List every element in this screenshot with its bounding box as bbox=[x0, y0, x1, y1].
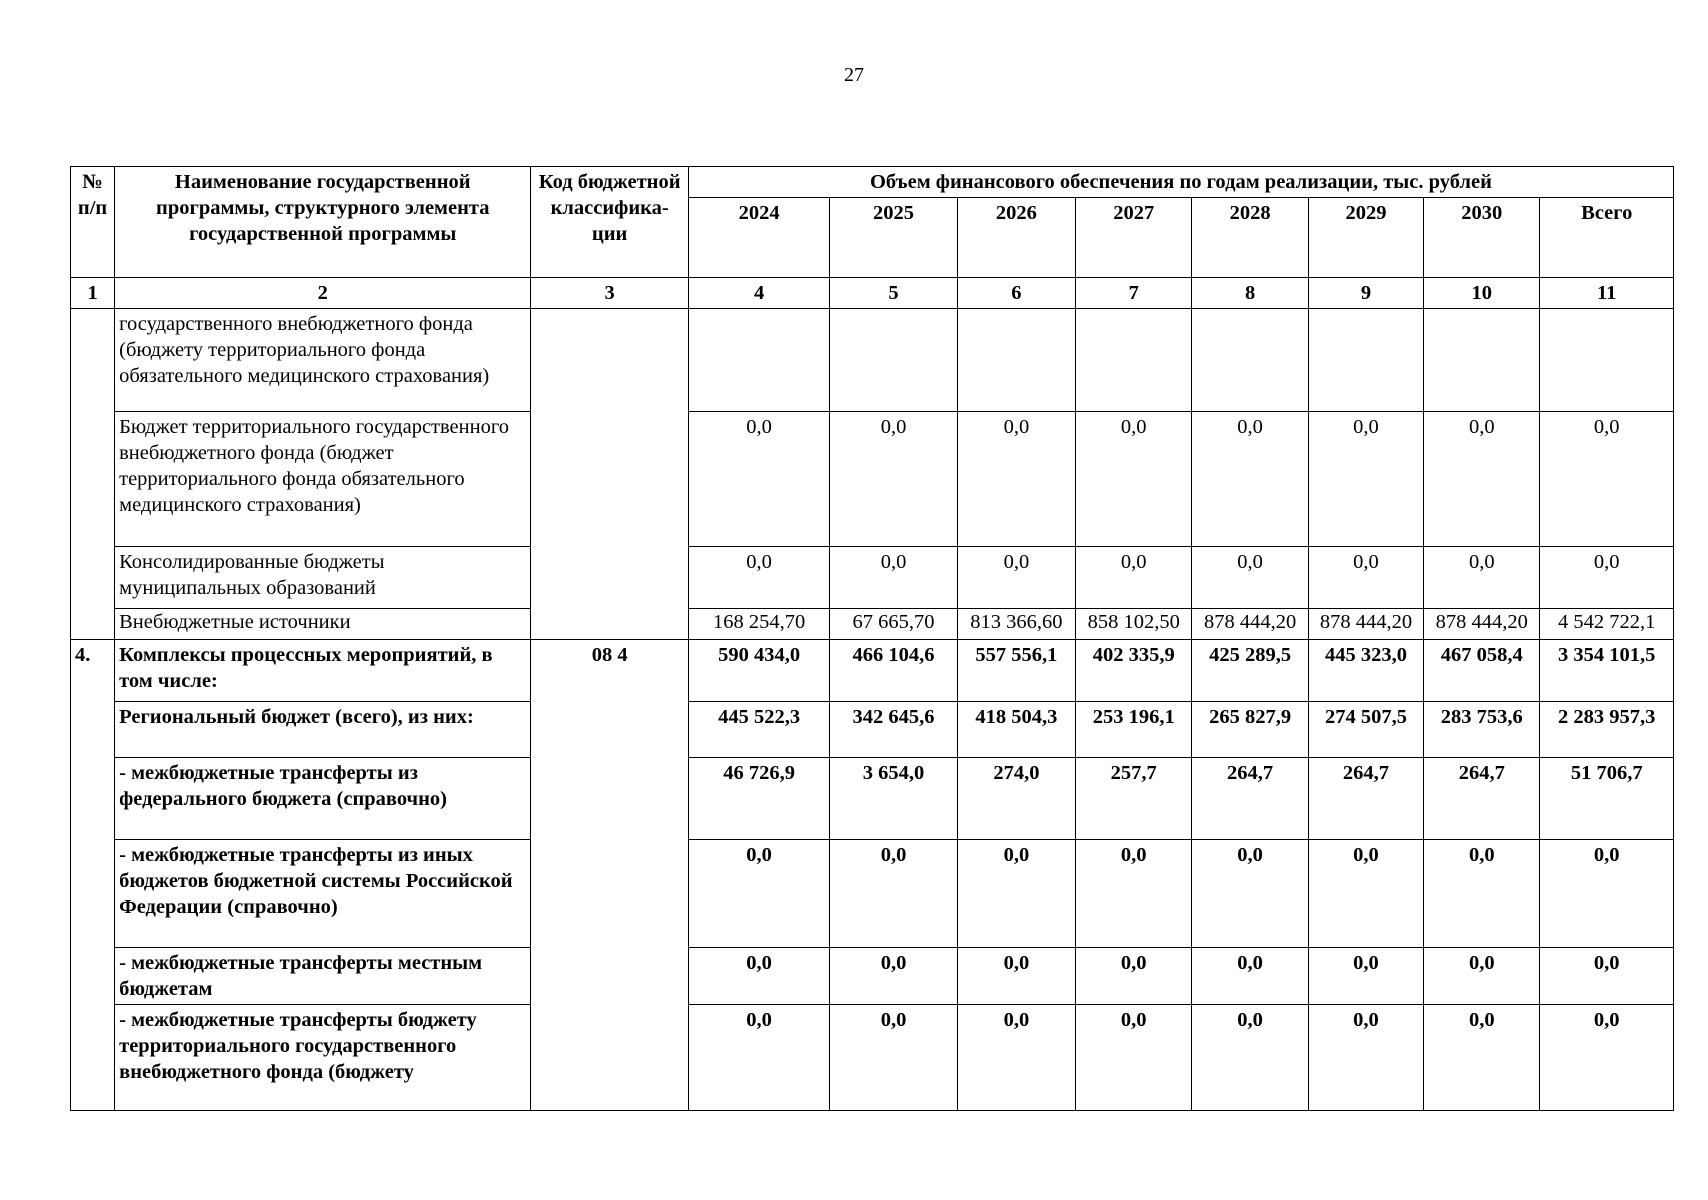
value-cell: 0,0 bbox=[688, 1005, 829, 1111]
column-number: 11 bbox=[1540, 278, 1674, 309]
table-row bbox=[71, 840, 1674, 948]
value-cell: 264,7 bbox=[1192, 758, 1308, 840]
value-cell: 0,0 bbox=[957, 547, 1075, 609]
row-code bbox=[531, 309, 688, 640]
value-cell: 813 366,60 bbox=[957, 609, 1075, 640]
header-year: 2029 bbox=[1308, 198, 1423, 278]
header-number: № п/п bbox=[71, 167, 115, 278]
value-cell: 557 556,1 bbox=[957, 640, 1075, 702]
table-row bbox=[71, 1005, 1674, 1111]
value-cell: 0,0 bbox=[830, 547, 957, 609]
value-cell: 445 522,3 bbox=[688, 702, 829, 758]
value-cell bbox=[1076, 309, 1192, 412]
value-cell: 0,0 bbox=[1192, 1005, 1308, 1111]
row-name: государственного внебюджетного фонда (бюджету территориального фонда обязательного медицинского страхования) bbox=[115, 309, 531, 412]
value-cell: 0,0 bbox=[1076, 412, 1192, 547]
value-cell: 0,0 bbox=[1192, 412, 1308, 547]
value-cell: 283 753,6 bbox=[1424, 702, 1540, 758]
row-name: - межбюджетные трансферты из иных бюджетов бюджетной системы Российской Федерации (справочно) bbox=[115, 840, 531, 948]
header-year: 2027 bbox=[1076, 198, 1192, 278]
value-cell: 342 645,6 bbox=[830, 702, 957, 758]
value-cell: 0,0 bbox=[1424, 1005, 1540, 1111]
value-cell: 0,0 bbox=[688, 412, 829, 547]
table-row bbox=[71, 948, 1674, 1005]
column-number-row bbox=[71, 278, 1674, 309]
column-number: 7 bbox=[1076, 278, 1192, 309]
row-name: Бюджет территориального государственного внебюджетного фонда (бюджет территориального фонда обязательного медицинского страхования) bbox=[115, 412, 531, 547]
value-cell: 257,7 bbox=[1076, 758, 1192, 840]
value-cell: 466 104,6 bbox=[830, 640, 957, 702]
value-cell: 51 706,7 bbox=[1540, 758, 1674, 840]
value-cell: 0,0 bbox=[830, 840, 957, 948]
value-cell: 0,0 bbox=[1424, 412, 1540, 547]
value-cell: 0,0 bbox=[830, 948, 957, 1005]
row-name: Внебюджетные источники bbox=[115, 609, 531, 640]
header-funding: Объем финансового обеспечения по годам реализации, тыс. рублей bbox=[688, 167, 1673, 198]
value-cell: 425 289,5 bbox=[1192, 640, 1308, 702]
value-cell: 0,0 bbox=[1192, 948, 1308, 1005]
row-name: Консолидированные бюджеты муниципальных образований bbox=[115, 547, 531, 609]
column-number: 4 bbox=[688, 278, 829, 309]
value-cell: 402 335,9 bbox=[1076, 640, 1192, 702]
table-row bbox=[71, 758, 1674, 840]
value-cell: 264,7 bbox=[1308, 758, 1423, 840]
value-cell: 0,0 bbox=[830, 1005, 957, 1111]
value-cell: 46 726,9 bbox=[688, 758, 829, 840]
value-cell: 0,0 bbox=[1424, 547, 1540, 609]
header-code: Код бюджетной классифика-ции bbox=[531, 167, 688, 278]
value-cell: 67 665,70 bbox=[830, 609, 957, 640]
column-number: 1 bbox=[71, 278, 115, 309]
header-year: 2026 bbox=[957, 198, 1075, 278]
value-cell: 0,0 bbox=[830, 412, 957, 547]
table-row bbox=[71, 309, 1674, 412]
value-cell: 0,0 bbox=[688, 547, 829, 609]
row-number bbox=[71, 309, 115, 640]
column-number: 5 bbox=[830, 278, 957, 309]
value-cell: 0,0 bbox=[1424, 948, 1540, 1005]
column-number: 6 bbox=[957, 278, 1075, 309]
value-cell: 0,0 bbox=[1540, 948, 1674, 1005]
value-cell: 590 434,0 bbox=[688, 640, 829, 702]
value-cell: 0,0 bbox=[957, 840, 1075, 948]
value-cell: 0,0 bbox=[957, 948, 1075, 1005]
value-cell: 0,0 bbox=[1308, 948, 1423, 1005]
value-cell: 0,0 bbox=[1424, 840, 1540, 948]
value-cell: 878 444,20 bbox=[1192, 609, 1308, 640]
value-cell bbox=[957, 309, 1075, 412]
value-cell: 0,0 bbox=[688, 840, 829, 948]
value-cell: 0,0 bbox=[957, 1005, 1075, 1111]
value-cell bbox=[688, 309, 829, 412]
value-cell: 0,0 bbox=[1076, 840, 1192, 948]
row-name: - межбюджетные трансферты из федерального бюджета (справочно) bbox=[115, 758, 531, 840]
value-cell: 0,0 bbox=[1076, 1005, 1192, 1111]
value-cell: 4 542 722,1 bbox=[1540, 609, 1674, 640]
page-number: 27 bbox=[844, 64, 864, 86]
header-year: 2028 bbox=[1192, 198, 1308, 278]
table-row bbox=[71, 547, 1674, 609]
value-cell: 0,0 bbox=[1308, 547, 1423, 609]
header-total: Всего bbox=[1540, 198, 1674, 278]
value-cell: 467 058,4 bbox=[1424, 640, 1540, 702]
value-cell: 0,0 bbox=[1308, 840, 1423, 948]
value-cell: 274,0 bbox=[957, 758, 1075, 840]
value-cell: 418 504,3 bbox=[957, 702, 1075, 758]
column-number: 9 bbox=[1308, 278, 1423, 309]
table-row bbox=[71, 412, 1674, 547]
column-number: 8 bbox=[1192, 278, 1308, 309]
value-cell: 0,0 bbox=[688, 948, 829, 1005]
value-cell: 0,0 bbox=[1540, 412, 1674, 547]
value-cell: 0,0 bbox=[1540, 840, 1674, 948]
value-cell: 265 827,9 bbox=[1192, 702, 1308, 758]
value-cell bbox=[830, 309, 957, 412]
value-cell: 858 102,50 bbox=[1076, 609, 1192, 640]
value-cell: 0,0 bbox=[1192, 547, 1308, 609]
column-number: 2 bbox=[115, 278, 531, 309]
value-cell: 0,0 bbox=[957, 412, 1075, 547]
value-cell: 0,0 bbox=[1540, 1005, 1674, 1111]
value-cell: 878 444,20 bbox=[1308, 609, 1423, 640]
value-cell: 878 444,20 bbox=[1424, 609, 1540, 640]
value-cell: 264,7 bbox=[1424, 758, 1540, 840]
column-number: 3 bbox=[531, 278, 688, 309]
value-cell bbox=[1308, 309, 1423, 412]
value-cell: 0,0 bbox=[1076, 948, 1192, 1005]
row-name: Региональный бюджет (всего), из них: bbox=[115, 702, 531, 758]
row-name: - межбюджетные трансферты местным бюджетам bbox=[115, 948, 531, 1005]
value-cell: 3 654,0 bbox=[830, 758, 957, 840]
value-cell: 0,0 bbox=[1076, 547, 1192, 609]
header-name: Наименование государственной программы, структурного элемента государственной программы bbox=[115, 167, 531, 278]
value-cell: 0,0 bbox=[1308, 1005, 1423, 1111]
value-cell: 0,0 bbox=[1192, 840, 1308, 948]
value-cell: 2 283 957,3 bbox=[1540, 702, 1674, 758]
header-year: 2024 bbox=[688, 198, 829, 278]
value-cell bbox=[1424, 309, 1540, 412]
header-year: 2030 bbox=[1424, 198, 1540, 278]
row-code: 08 4 bbox=[531, 640, 688, 1111]
value-cell bbox=[1540, 309, 1674, 412]
value-cell: 445 323,0 bbox=[1308, 640, 1423, 702]
value-cell: 274 507,5 bbox=[1308, 702, 1423, 758]
value-cell: 3 354 101,5 bbox=[1540, 640, 1674, 702]
value-cell: 0,0 bbox=[1540, 547, 1674, 609]
table-row bbox=[71, 702, 1674, 758]
value-cell: 253 196,1 bbox=[1076, 702, 1192, 758]
value-cell: 0,0 bbox=[1308, 412, 1423, 547]
row-name: - межбюджетные трансферты бюджету территориального государственного внебюджетного фонда (бюджету bbox=[115, 1005, 531, 1111]
row-number: 4. bbox=[71, 640, 115, 1111]
value-cell bbox=[1192, 309, 1308, 412]
value-cell: 168 254,70 bbox=[688, 609, 829, 640]
column-number: 10 bbox=[1424, 278, 1540, 309]
funding-table bbox=[70, 166, 1674, 1111]
header-year: 2025 bbox=[830, 198, 957, 278]
table-row bbox=[71, 640, 1674, 702]
row-name: Комплексы процессных мероприятий, в том числе: bbox=[115, 640, 531, 702]
table-row bbox=[71, 609, 1674, 640]
